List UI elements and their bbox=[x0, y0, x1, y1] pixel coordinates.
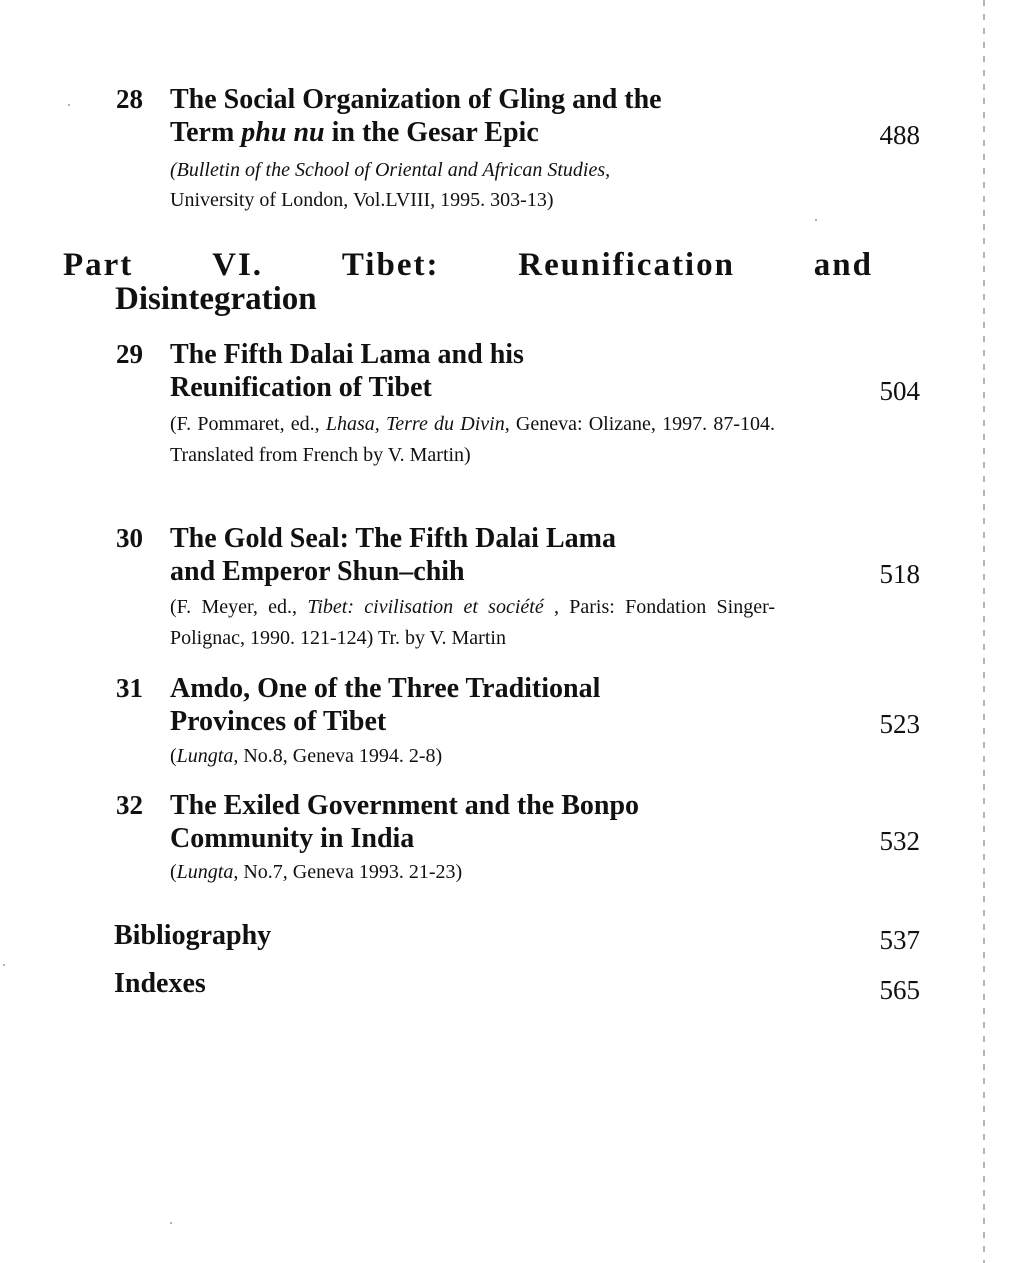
source-italic: Lhasa, Terre du Divin bbox=[325, 413, 505, 435]
entry-title-line bbox=[170, 116, 790, 149]
entry-source bbox=[170, 155, 775, 215]
page-number: 488 bbox=[879, 120, 920, 150]
source-text: ( bbox=[170, 861, 177, 883]
entry-title-line: Community in India bbox=[170, 823, 415, 854]
entry-number: 32 bbox=[116, 790, 143, 820]
part-word: Reunification bbox=[518, 247, 735, 283]
page-number: 504 bbox=[879, 376, 920, 406]
entry-title-line: The Social Organization of Gling and the bbox=[170, 84, 662, 115]
entry-title bbox=[170, 83, 790, 149]
entry-title bbox=[170, 338, 790, 404]
part-word: and bbox=[813, 247, 873, 283]
page-edge-shadow bbox=[983, 0, 985, 1263]
source-text: ( bbox=[170, 745, 177, 767]
entry-number: 29 bbox=[116, 339, 143, 369]
source-text: , Geneva: Olizane, 1997. 87-104. Translated from French by V. Martin) bbox=[170, 413, 775, 466]
part-heading-line bbox=[63, 248, 873, 282]
part-heading-line: Disintegration bbox=[115, 281, 317, 317]
source-text: , No.7, Geneva 1993. 21-23) bbox=[233, 861, 463, 883]
source-text: (F. Meyer, ed., bbox=[170, 596, 308, 618]
entry-number: 28 bbox=[116, 84, 143, 114]
source-italic: Lungta bbox=[176, 745, 234, 767]
entry-title bbox=[170, 672, 790, 738]
entry-title-line: Amdo, One of the Three Traditional bbox=[170, 673, 601, 704]
entry-title bbox=[170, 789, 790, 855]
part-word: Tibet: bbox=[341, 247, 440, 283]
entry-source bbox=[170, 857, 775, 888]
entry-title-line: Reunification of Tibet bbox=[170, 372, 432, 403]
entry-title-line: The Exiled Government and the Bonpo bbox=[170, 790, 640, 821]
entry-number: 30 bbox=[116, 523, 143, 553]
page-number: 523 bbox=[879, 709, 920, 739]
source-text: (F. Pommaret, ed., bbox=[170, 413, 326, 435]
source-text: , Paris: Fondation Singer-Polignac, 1990. 121-124) Tr. by V. Martin bbox=[170, 596, 775, 649]
entry-source bbox=[170, 409, 775, 471]
part-heading bbox=[63, 248, 873, 316]
page-number: 518 bbox=[879, 559, 920, 589]
part-word: Part bbox=[63, 247, 134, 283]
source-italic: (Bulletin of the School of Oriental and African Studies, bbox=[170, 159, 611, 181]
page-number: 565 bbox=[879, 975, 920, 1005]
scan-speck bbox=[68, 104, 70, 106]
source-text: , No.8, Geneva 1994. 2-8) bbox=[233, 745, 443, 767]
scan-speck bbox=[170, 1222, 172, 1224]
entry-title-line: Provinces of Tibet bbox=[170, 706, 387, 737]
page-number: 537 bbox=[879, 925, 920, 955]
scan-speck bbox=[815, 219, 817, 221]
entry-title-line: The Fifth Dalai Lama and his bbox=[170, 339, 524, 370]
entry-number: 31 bbox=[116, 673, 143, 703]
entry-source bbox=[170, 741, 775, 772]
entry-title-text: Term bbox=[170, 117, 242, 148]
entry-title bbox=[170, 522, 790, 588]
source-italic: Lungta bbox=[176, 861, 234, 883]
source-italic: Tibet: civilisation et société bbox=[307, 596, 544, 618]
entry-title: Bibliography bbox=[114, 920, 272, 951]
part-word: VI. bbox=[212, 247, 264, 283]
page-number: 532 bbox=[879, 826, 920, 856]
entry-title-italic: phu nu bbox=[241, 117, 325, 148]
source-text: University of London, Vol.LVIII, 1995. 303-13) bbox=[170, 189, 554, 211]
entry-title: Indexes bbox=[114, 968, 206, 999]
entry-title-line: The Gold Seal: The Fifth Dalai Lama bbox=[170, 523, 616, 554]
entry-title-text: in the Gesar Epic bbox=[324, 117, 539, 148]
scan-speck bbox=[3, 964, 5, 966]
entry-source bbox=[170, 592, 775, 654]
entry-title-line: and Emperor Shun–chih bbox=[170, 556, 465, 587]
